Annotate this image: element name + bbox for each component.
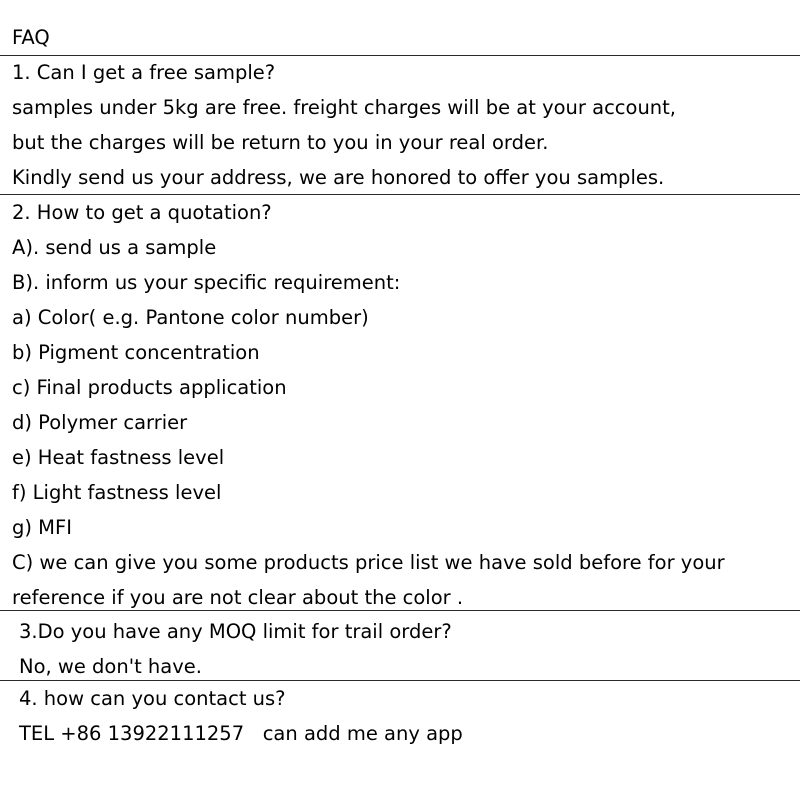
q2-answer-line: C) we can give you some products price list we have sold before for your: [12, 551, 725, 574]
q2-answer-line: d) Polymer carrier: [12, 411, 188, 434]
q1-answer-line: but the charges will be return to you in your real order.: [12, 131, 549, 154]
q3-question: 3.Do you have any MOQ limit for trail order?: [19, 620, 452, 643]
q2-answer-line: a) Color( e.g. Pantone color number): [12, 306, 369, 329]
q2-answer-line: c) Final products application: [12, 376, 287, 399]
q2-answer-line: e) Heat fastness level: [12, 446, 225, 469]
q1-question: 1. Can I get a free sample?: [12, 61, 276, 84]
q2-answer-line: reference if you are not clear about the color .: [12, 586, 464, 609]
q1-answer-line: Kindly send us your address, we are honored to offer you samples.: [12, 166, 665, 189]
faq-title: FAQ: [12, 26, 50, 49]
divider: [0, 610, 800, 611]
q1-answer-line: samples under 5kg are free. freight charges will be at your account,: [12, 96, 676, 119]
q2-answer-line: g) MFI: [12, 516, 72, 539]
q2-answer-line: B). inform us your specific requirement:: [12, 271, 401, 294]
q2-answer-line: A). send us a sample: [12, 236, 217, 259]
q2-question: 2. How to get a quotation?: [12, 201, 272, 224]
q3-answer-line: No, we don't have.: [19, 655, 202, 678]
q2-answer-line: f) Light fastness level: [12, 481, 222, 504]
q4-question: 4. how can you contact us?: [19, 687, 286, 710]
q2-answer-line: b) Pigment concentration: [12, 341, 260, 364]
q4-answer-line: TEL +86 13922111257 can add me any app: [19, 722, 463, 745]
